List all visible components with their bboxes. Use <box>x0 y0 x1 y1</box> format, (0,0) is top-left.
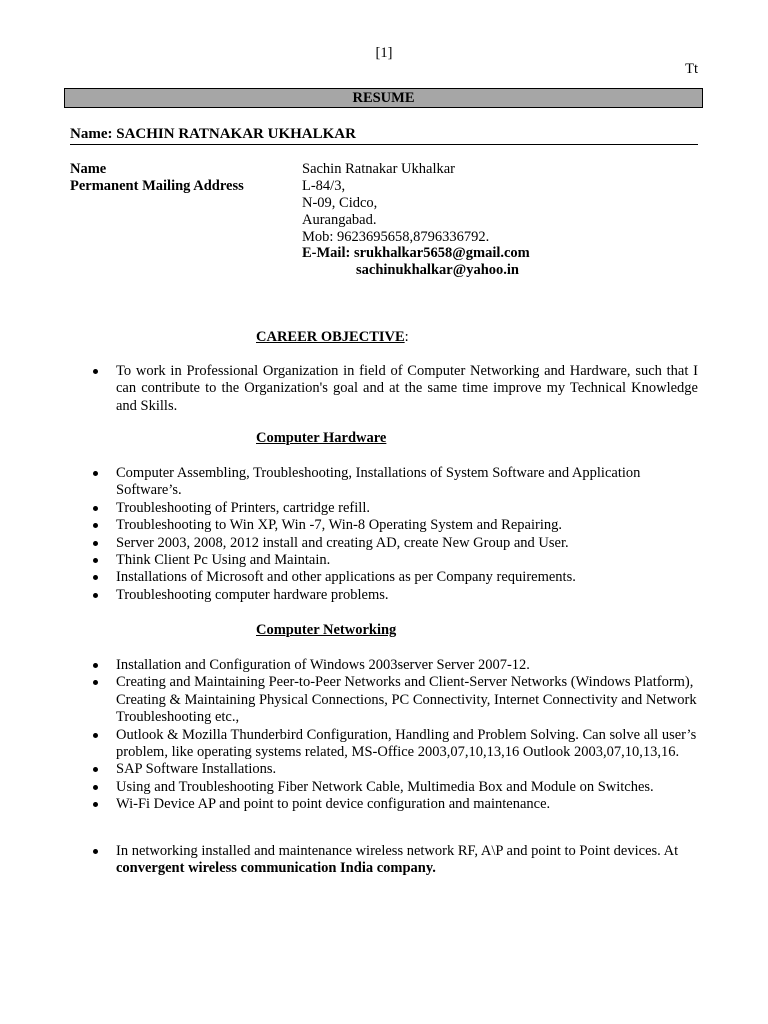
career-objective-suffix: : <box>404 329 409 345</box>
corner-mark: Tt <box>685 61 698 77</box>
list-item: Wi-Fi Device AP and point to point device configuration and maintenance. <box>92 796 698 813</box>
address-line-2: N-09, Cidco, <box>302 195 378 211</box>
computer-networking-heading: Computer Networking <box>256 622 397 638</box>
mobile-number: Mob: 9623695658,8796336792. <box>302 229 490 245</box>
heading-rule <box>70 144 698 145</box>
list-item: To work in Professional Organization in field of Computer Networking and Hardware, such that I can contribute to the Organization's goal and at the same time improve my Technical Knowledge and Skills. <box>92 363 698 415</box>
list-item: Troubleshooting computer hardware problems. <box>92 587 698 604</box>
list-item: SAP Software Installations. <box>92 761 698 778</box>
computer-hardware-list <box>92 465 698 604</box>
list-item: Installation and Configuration of Windows 2003server Server 2007-12. <box>92 657 698 674</box>
networking-extra-text: In networking installed and maintenance wireless network RF, A\P and point to Point devices. At <box>116 843 679 859</box>
list-item: Troubleshooting to Win XP, Win -7, Win-8 Operating System and Repairing. <box>92 517 698 534</box>
career-objective-list <box>92 363 698 415</box>
name-heading: Name: SACHIN RATNAKAR UKHALKAR <box>70 126 356 142</box>
list-item: Computer Assembling, Troubleshooting, Installations of System Software and Application Software’s. <box>92 465 698 500</box>
address-line-3: Aurangabad. <box>302 212 377 228</box>
list-item: Outlook & Mozilla Thunderbird Configuration, Handling and Problem Solving. Can solve all user’s problem, like operating systems related, MS-Office 2003,07,10,13,16 Outlook 2003,07,10,13,16. <box>92 727 698 762</box>
company-name: convergent wireless communication India company. <box>116 860 436 877</box>
list-item: Think Client Pc Using and Maintain. <box>92 552 698 569</box>
networking-extra-list <box>92 843 698 878</box>
computer-networking-list <box>92 657 698 814</box>
list-item: Using and Troubleshooting Fiber Network Cable, Multimedia Box and Module on Switches. <box>92 779 698 796</box>
career-objective-heading <box>256 329 409 346</box>
career-objective-title: CAREER OBJECTIVE <box>256 329 405 345</box>
list-item: Troubleshooting of Printers, cartridge refill. <box>92 500 698 517</box>
email-secondary: sachinukhalkar@yahoo.in <box>356 262 519 278</box>
computer-hardware-heading: Computer Hardware <box>256 430 387 446</box>
name-label: Name <box>70 161 107 177</box>
resume-banner: RESUME <box>64 88 703 108</box>
list-item: Creating and Maintaining Peer-to-Peer Networks and Client-Server Networks (Windows Platform), Creating & Maintaining Physical Connections, PC Connectivity, Internet Connectivity and Network Troubleshooting etc., <box>92 674 698 726</box>
address-label: Permanent Mailing Address <box>70 178 244 194</box>
page-number: [1] <box>375 45 393 61</box>
address-line-1: L-84/3, <box>302 178 346 194</box>
list-item <box>92 843 698 878</box>
list-item: Server 2003, 2008, 2012 install and creating AD, create New Group and User. <box>92 535 698 552</box>
name-value: Sachin Ratnakar Ukhalkar <box>302 161 456 177</box>
email-primary: E-Mail: srukhalkar5658@gmail.com <box>302 245 530 261</box>
list-item: Installations of Microsoft and other applications as per Company requirements. <box>92 569 698 586</box>
